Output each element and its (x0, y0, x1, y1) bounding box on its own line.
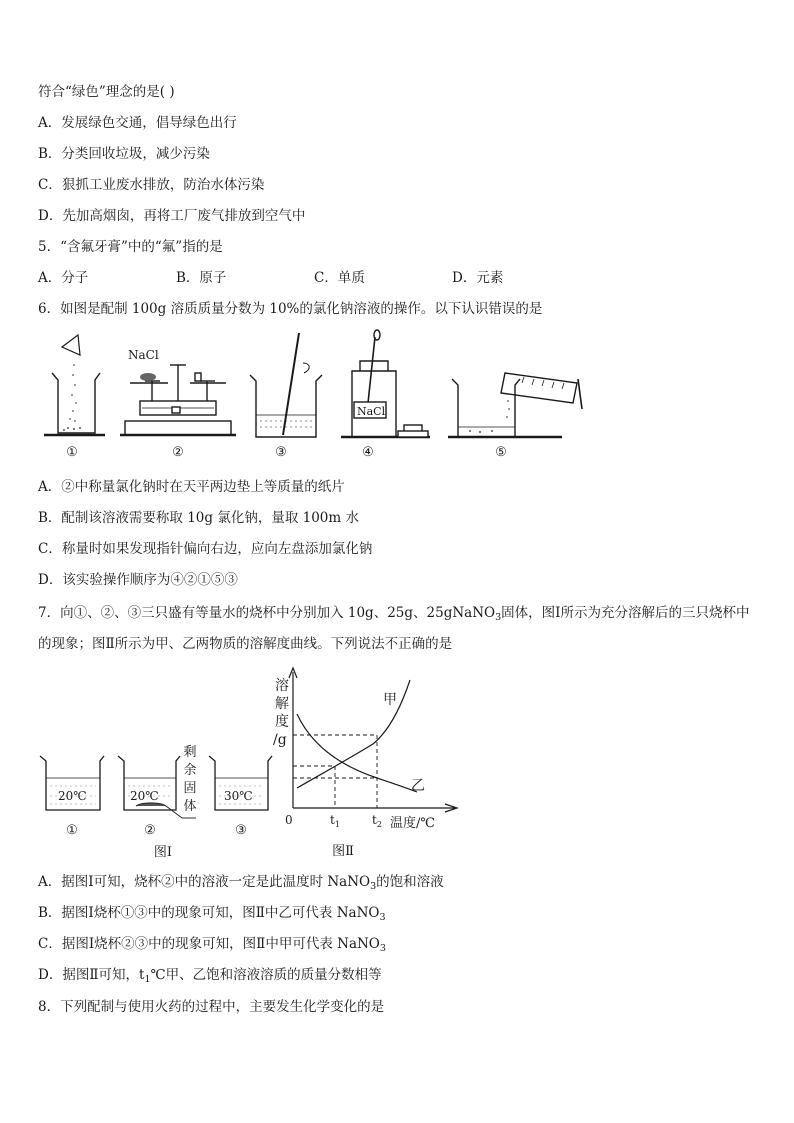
q6-option-d: D．该实验操作顺序为④②①⑤③ (38, 572, 238, 588)
q5-option-b: B．原子 (176, 270, 227, 286)
y-label-2: 解 (275, 696, 289, 712)
q6-option-a: A．②中称量氯化钠时在天平两边垫上等质量的纸片 (38, 479, 345, 495)
figure-label-5: ⑤ (495, 445, 507, 460)
beaker-label-3: ③ (235, 823, 247, 838)
q4-option-d: D．先加高烟囱，再将工厂废气排放到空气中 (38, 208, 306, 224)
q4-stem-end: 符合“绿色”理念的是( ) (38, 84, 175, 100)
q5-option-c: C．单质 (314, 270, 365, 286)
t1-label: $t_1$ (330, 813, 340, 829)
q7-stem-line2: 的现象；图Ⅱ所示为甲、乙两物质的溶解度曲线。下列说法不正确的是 (38, 636, 453, 652)
q5-option-a: A．分子 (38, 270, 89, 286)
q4-option-a: A．发展绿色交通，倡导绿色出行 (38, 115, 237, 131)
q5-option-d: D．元素 (452, 270, 504, 286)
q7-stem-line1: 7．向①、②、③三只盛有等量水的烧杯中分别加入 10g、25g、25gNaNO$_3$固体，图Ⅰ所示为充分溶解后的三只烧杯中 (38, 605, 750, 623)
bottle-label: NaCl (357, 405, 386, 418)
curve-jia-label: 甲 (383, 692, 397, 708)
x-axis-label: 温度/℃ (390, 816, 435, 831)
residue-char-2: 余 (183, 763, 197, 778)
balance (120, 365, 236, 435)
q7-figure-2 (265, 662, 475, 862)
origin-label: 0 (285, 813, 293, 827)
t2-label: $t_2$ (372, 813, 382, 829)
residue-char-4: 体 (183, 799, 197, 814)
beaker-label-1: ① (66, 823, 78, 838)
figure-label-4: ④ (362, 445, 374, 460)
q7-option-a: A．据图Ⅰ可知，烧杯②中的溶液一定是此温度时 NaNO$_3$的饱和溶液 (38, 874, 444, 892)
y-label-3: 度 (275, 714, 289, 730)
q6-option-b: B．配制该溶液需要称取 10g 氯化钠，量取 100m 水 (38, 510, 359, 526)
beaker-2-temp: 20℃ (130, 789, 159, 803)
q5-stem: 5．“含氟牙膏”中的“氟”指的是 (38, 239, 223, 255)
q4-option-c: C．狠抓工业废水排放，防治水体污染 (38, 177, 265, 193)
residue-char-3: 固 (183, 781, 197, 796)
beaker-stirring (250, 333, 322, 437)
beaker-cylinder-pouring (448, 373, 582, 437)
beaker-3-temp: 30℃ (224, 789, 253, 803)
q5-options (38, 269, 738, 287)
q6-figure (0, 325, 794, 465)
figure-2-caption: 图Ⅱ (332, 844, 354, 859)
q7-option-c: C．据图Ⅰ烧杯②③中的现象可知，图Ⅱ中甲可代表 NaNO$_3$ (38, 936, 386, 954)
figure-1-caption: 图Ⅰ (153, 845, 173, 860)
figure-label-1: ① (66, 445, 78, 460)
y-label-4: /g (273, 732, 287, 748)
beaker-label-2: ② (144, 823, 156, 838)
residue-char-1: 剩 (183, 745, 197, 760)
q7-option-b: B．据图Ⅰ烧杯①③中的现象可知，图Ⅱ中乙可代表 NaNO$_3$ (38, 905, 386, 923)
y-label-1: 溶 (275, 678, 289, 694)
q4-option-b: B．分类回收垃圾，减少污染 (38, 146, 210, 162)
figure-label-2: ② (172, 445, 184, 460)
figure-label-3: ③ (275, 445, 287, 460)
q7-figure-1 (0, 740, 280, 865)
q6-option-c: C．称量时如果发现指针偏向右边，应向左盘添加氯化钠 (38, 541, 373, 557)
beaker-1-temp: 20℃ (58, 789, 87, 803)
reagent-bottle (341, 330, 430, 437)
nacl-label: NaCl (128, 348, 159, 362)
curve-yi-label: 乙 (411, 778, 425, 794)
beaker-pouring-solid (44, 335, 105, 435)
q8-stem: 8．下列配制与使用火药的过程中，主要发生化学变化的是 (38, 999, 385, 1015)
q7-option-d: D．据图Ⅱ可知，$t_1℃$甲、乙饱和溶液溶质的质量分数相等 (38, 967, 382, 985)
q6-stem: 6．如图是配制 100g 溶质质量分数为 10%的氯化钠溶液的操作。以下认识错误的是 (38, 301, 543, 317)
